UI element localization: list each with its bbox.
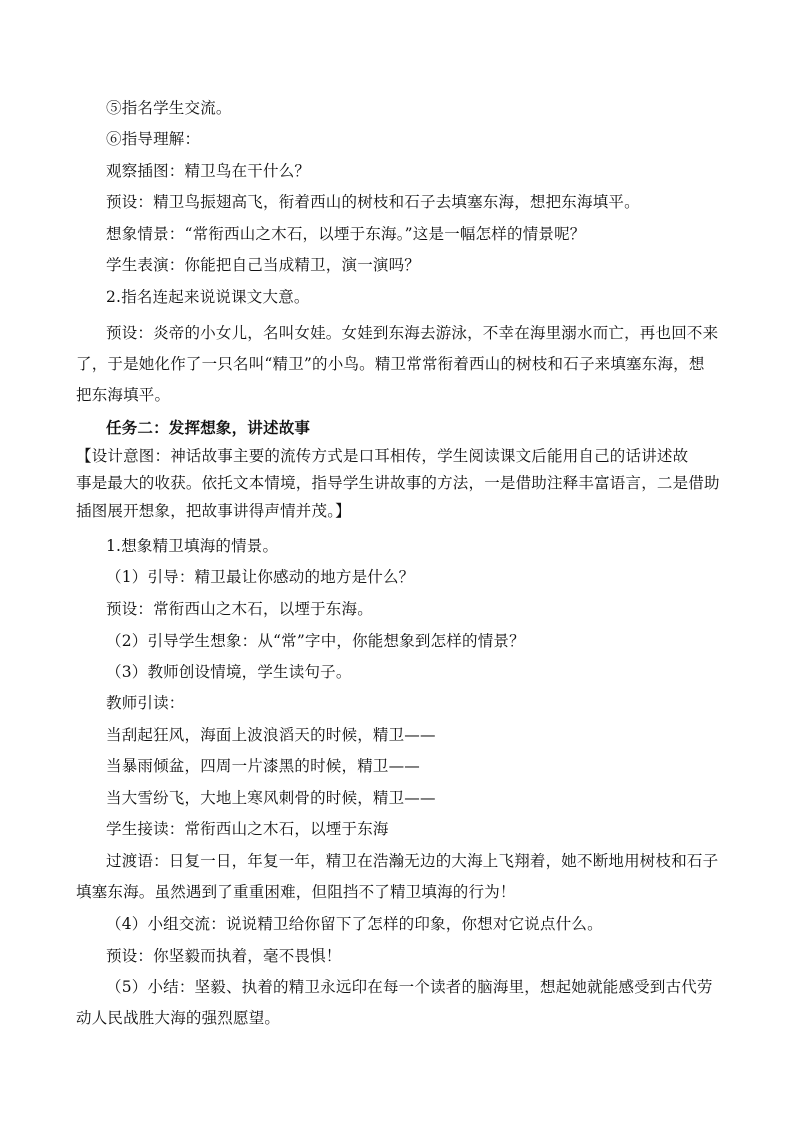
student-performance-line: 学生表演：你能把自己当成精卫，演一演吗？ <box>106 256 421 274</box>
preset-summary-line-2: 了，于是她化作了一只名叫“精卫”的小鸟。精卫常常衔着西山的树枝和石子来填塞东海，想 <box>76 355 705 373</box>
transition-line-2: 填塞东海。虽然遇到了重重困难，但阻挡不了精卫填海的行为！ <box>76 883 516 901</box>
teacher-situation-line: （3）教师创设情境，学生读句子。 <box>106 663 352 681</box>
task-2-heading: 任务二：发挥想象，讲述故事 <box>106 418 311 437</box>
lead-reading-line-1: 当刮起狂风，海面上波浪滔天的时候，精卫—— <box>106 726 436 744</box>
summary-step-2: 2.指名连起来说说课文大意。 <box>106 288 310 306</box>
preset-summary-line-3: 把东海填平。 <box>76 386 171 404</box>
observe-illustration-line: 观察插图：精卫鸟在干什么？ <box>106 162 311 180</box>
transition-line-1: 过渡语：日复一日，年复一年，精卫在浩瀚无边的大海上飞翔着，她不断地用树枝和石子 <box>106 852 719 870</box>
preset-answer-line-2: 预设：常衔西山之木石，以堙于东海。 <box>106 600 373 618</box>
lead-reading-line-2: 当暴雨倾盆，四周一片漆黑的时候，精卫—— <box>106 757 421 775</box>
summary-line-1: （5）小结：坚毅、执着的精卫永远印在每一个读者的脑海里，想起她就能感受到古代劳 <box>106 978 713 996</box>
group-exchange-line: （4）小组交流：说说精卫给你留下了怎样的印象，你想对它说点什么。 <box>106 915 603 933</box>
summary-line-2: 动人民战胜大海的强烈愿望。 <box>76 1009 281 1027</box>
step-6-guided-understanding: ⑥指导理解： <box>106 130 201 148</box>
teacher-lead-reading-label: 教师引读： <box>106 694 185 712</box>
step-5-student-exchange: ⑤指名学生交流。 <box>106 99 232 117</box>
preset-answer-line-3: 预设：你坚毅而执着，毫不畏惧！ <box>106 947 342 965</box>
guide-question-1: （1）引导：精卫最让你感动的地方是什么？ <box>106 568 415 586</box>
guide-question-2: （2）引导学生想象：从“常”字中，你能想象到怎样的情景？ <box>106 632 525 650</box>
imagine-scene-step-1: 1.想象精卫填海的情景。 <box>106 537 279 555</box>
design-intent-line-2: 事是最大的收获。依托文本情境，指导学生讲故事的方法，一是借助注释丰富语言，二是借助 <box>76 474 720 492</box>
lead-reading-line-3: 当大雪纷飞，大地上寒风刺骨的时候，精卫—— <box>106 789 436 807</box>
preset-answer-line-1: 预设：精卫鸟振翅高飞，衔着西山的树枝和石子去填塞东海，想把东海填平。 <box>106 193 640 211</box>
design-intent-line-3: 插图展开想象，把故事讲得声情并茂。】 <box>76 502 351 520</box>
student-continuation-line: 学生接读：常衔西山之木石，以堙于东海 <box>106 820 389 838</box>
design-intent-line-1: 【设计意图：神话故事主要的流传方式是口耳相传，学生阅读课文后能用自己的话讲述故 <box>76 447 689 465</box>
preset-summary-line-1: 预设：炎帝的小女儿，名叫女娃。女娃到东海去游泳，不幸在海里溺水而亡，再也回不来 <box>106 324 719 342</box>
imagine-scene-line: 想象情景：“常衔西山之木石，以堙于东海。”这是一幅怎样的情景呢？ <box>106 225 586 243</box>
